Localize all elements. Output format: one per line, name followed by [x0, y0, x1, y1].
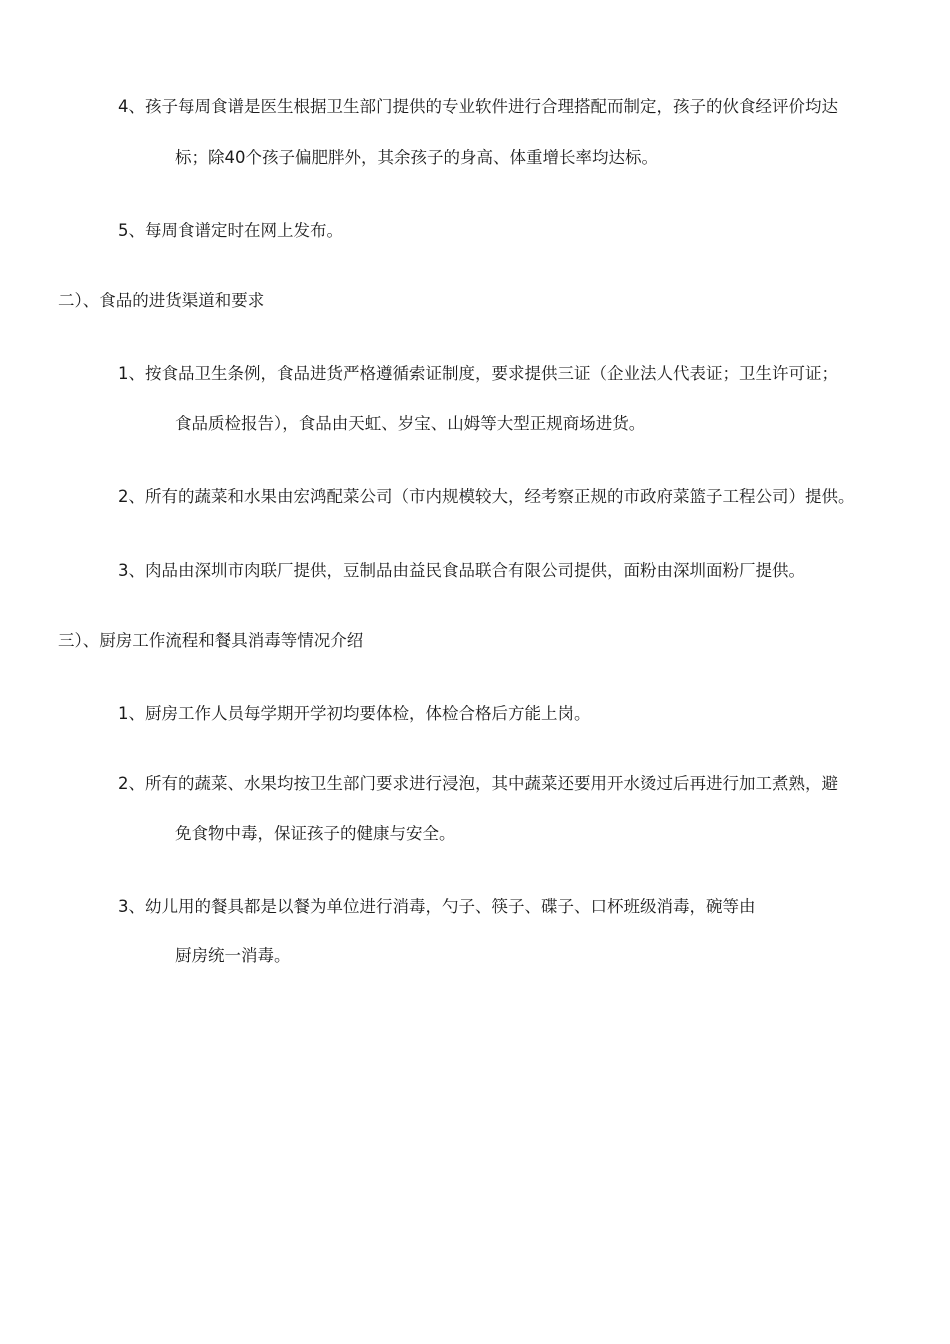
item-4-line-1: 4、孩子每周食谱是医生根据卫生部门提供的专业软件进行合理搭配而制定，孩子的伙食经评价均达 — [118, 97, 838, 116]
section-2-item-3: 3、肉品由深圳市肉联厂提供，豆制品由益民食品联合有限公司提供，面粉由深圳面粉厂提供。 — [118, 561, 805, 580]
section-2-item-2: 2、所有的蔬菜和水果由宏鸿配菜公司（市内规模较大，经考察正规的市政府菜篮子工程公司）提供。 — [118, 487, 855, 506]
section-2-item-1-line-1: 1、按食品卫生条例，食品进货严格遵循索证制度，要求提供三证（企业法人代表证；卫生许可证； — [118, 364, 838, 383]
section-3-item-2-line-1: 2、所有的蔬菜、水果均按卫生部门要求进行浸泡，其中蔬菜还要用开水烫过后再进行加工煮熟，避 — [118, 774, 838, 793]
section-2-heading: 二）、食品的进货渠道和要求 — [58, 291, 265, 310]
item-4-line-2: 标；除40个孩子偏肥胖外，其余孩子的身高、体重增长率均达标。 — [175, 148, 658, 167]
section-2-item-1-line-2: 食品质检报告），食品由天虹、岁宝、山姆等大型正规商场进货。 — [175, 414, 646, 433]
section-3-item-2-line-2: 免食物中毒，保证孩子的健康与安全。 — [175, 824, 456, 843]
section-3-item-3-line-1: 3、幼儿用的餐具都是以餐为单位进行消毒，勺子、筷子、碟子、口杯班级消毒，碗等由 — [118, 897, 756, 916]
section-3-item-1: 1、厨房工作人员每学期开学初均要体检，体检合格后方能上岗。 — [118, 704, 591, 723]
section-3-item-3-line-2: 厨房统一消毒。 — [175, 946, 291, 965]
item-5: 5、每周食谱定时在网上发布。 — [118, 221, 343, 240]
section-3-heading: 三）、厨房工作流程和餐具消毒等情况介绍 — [58, 631, 364, 650]
